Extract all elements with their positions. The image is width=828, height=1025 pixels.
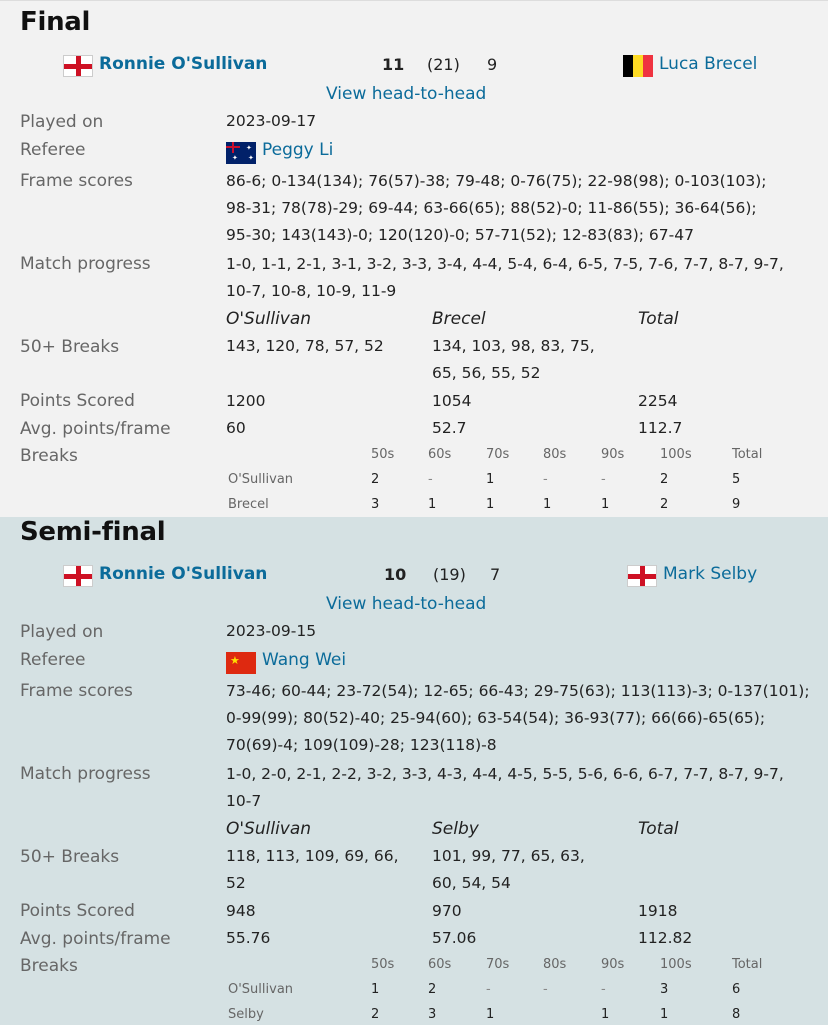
breaks50-player2: 101, 99, 77, 65, 63, xyxy=(432,847,585,865)
player1-link[interactable]: Ronnie O'Sullivan xyxy=(99,564,268,584)
avg-player2: 57.06 xyxy=(432,929,477,947)
breaks50-label: 50+ Breaks xyxy=(20,847,120,867)
breaks-cell: 8 xyxy=(732,1007,741,1022)
breaks-row-name: Selby xyxy=(228,1007,264,1022)
breaks-col-header: 100s xyxy=(660,447,692,462)
frame-scores-label: Frame scores xyxy=(20,681,133,701)
frame-scores-line: 95-30; 143(143)-0; 120(120)-0; 57-71(52); 12-83(83); 67-47 xyxy=(226,226,694,244)
breaks-col-header: Total xyxy=(732,447,763,462)
belgium-flag-icon xyxy=(623,55,653,77)
england-flag-icon xyxy=(63,565,93,587)
played-on-label: Played on xyxy=(20,622,104,642)
frame-scores-line: 86-6; 0-134(134); 76(57)-38; 79-48; 0-76(75); 22-98(98); 0-103(103); xyxy=(226,172,767,190)
referee-link[interactable]: Peggy Li xyxy=(262,140,334,160)
player2-score: 7 xyxy=(490,565,501,584)
breaks-col-header: 70s xyxy=(486,447,510,462)
referee-label: Referee xyxy=(20,650,86,670)
breaks-cell: 2 xyxy=(371,472,380,487)
breaks-cell: 3 xyxy=(660,982,669,997)
breaks-cell: 1 xyxy=(601,1007,610,1022)
breaks-col-header: 80s xyxy=(543,447,567,462)
breaks-cell: 1 xyxy=(486,1007,495,1022)
head-to-head-link[interactable]: View head-to-head xyxy=(326,84,487,104)
breaks-cell: 1 xyxy=(428,497,437,512)
points-player2: 1054 xyxy=(432,392,472,410)
breaks-cell: 6 xyxy=(732,982,741,997)
best-of: (21) xyxy=(427,55,460,74)
breaks-col-header: Total xyxy=(732,957,763,972)
semi-final-match-card xyxy=(0,517,828,1025)
breaks-cell: 3 xyxy=(371,497,380,512)
breaks-cell: - xyxy=(543,472,548,487)
breaks-col-header: 50s xyxy=(371,957,395,972)
points-total: 2254 xyxy=(638,392,678,410)
points-player1: 1200 xyxy=(226,392,266,410)
breaks-cell: 2 xyxy=(660,472,669,487)
avg-player1: 60 xyxy=(226,419,246,437)
match-progress-line: 1-0, 1-1, 2-1, 3-1, 3-2, 3-3, 3-4, 4-4, 5-4, 6-4, 6-5, 7-5, 7-6, 7-7, 8-7, 9-7, xyxy=(226,255,784,273)
breaks-cell: - xyxy=(601,982,606,997)
breaks-cell: 5 xyxy=(732,472,741,487)
player2-link[interactable]: Luca Brecel xyxy=(659,54,758,74)
frame-scores-line: 98-31; 78(78)-29; 69-44; 63-66(65); 88(52)-0; 11-86(55); 36-64(56); xyxy=(226,199,757,217)
points-player1: 948 xyxy=(226,902,256,920)
breaks-row-name: Brecel xyxy=(228,497,269,512)
breaks-col-header: 100s xyxy=(660,957,692,972)
played-on-value: 2023-09-17 xyxy=(226,112,317,130)
breaks-cell: 1 xyxy=(660,1007,669,1022)
breaks50-player1: 118, 113, 109, 69, 66, xyxy=(226,847,399,865)
breaks-label: Breaks xyxy=(20,956,78,976)
match-progress-label: Match progress xyxy=(20,254,151,274)
col-player2-header: Brecel xyxy=(432,309,486,329)
breaks-row-name: O'Sullivan xyxy=(228,472,294,487)
col-total-header: Total xyxy=(638,309,679,329)
england-flag-icon xyxy=(627,565,657,587)
frame-scores-line: 70(69)-4; 109(109)-28; 123(118)-8 xyxy=(226,736,497,754)
referee-link[interactable]: Wang Wei xyxy=(262,650,347,670)
referee-label: Referee xyxy=(20,140,86,160)
match-progress-line: 1-0, 2-0, 2-1, 2-2, 3-2, 3-3, 4-3, 4-4, 4-5, 5-5, 5-6, 6-6, 6-7, 7-7, 8-7, 9-7, xyxy=(226,765,784,783)
breaks-cell: - xyxy=(486,982,491,997)
avg-player2: 52.7 xyxy=(432,419,467,437)
player2-score: 9 xyxy=(487,55,498,74)
col-player1-header: O'Sullivan xyxy=(226,309,312,329)
frame-scores-line: 0-99(99); 80(52)-40; 25-94(60); 63-54(54); 36-93(77); 66(66)-65(65); xyxy=(226,709,766,727)
breaks-col-header: 60s xyxy=(428,447,452,462)
points-player2: 970 xyxy=(432,902,462,920)
match-round-title: Final xyxy=(20,7,91,37)
frame-scores-label: Frame scores xyxy=(20,171,133,191)
match-progress-label: Match progress xyxy=(20,764,151,784)
breaks-cell: - xyxy=(428,472,433,487)
breaks-cell: - xyxy=(601,472,606,487)
points-scored-label: Points Scored xyxy=(20,391,135,411)
avg-total: 112.82 xyxy=(638,929,693,947)
breaks-col-header: 90s xyxy=(601,957,625,972)
breaks-cell: 1 xyxy=(486,497,495,512)
breaks-cell: 2 xyxy=(660,497,669,512)
match-progress-line: 10-7 xyxy=(226,792,262,810)
avg-player1: 55.76 xyxy=(226,929,271,947)
played-on-value: 2023-09-15 xyxy=(226,622,317,640)
breaks-cell: 1 xyxy=(601,497,610,512)
breaks-cell: 9 xyxy=(732,497,741,512)
breaks-col-header: 60s xyxy=(428,957,452,972)
player2-link[interactable]: Mark Selby xyxy=(663,564,758,584)
breaks50-player2: 60, 54, 54 xyxy=(432,874,511,892)
points-scored-label: Points Scored xyxy=(20,901,135,921)
breaks-cell: 1 xyxy=(486,472,495,487)
breaks-cell: 3 xyxy=(428,1007,437,1022)
breaks-col-header: 90s xyxy=(601,447,625,462)
points-total: 1918 xyxy=(638,902,678,920)
best-of: (19) xyxy=(433,565,466,584)
col-total-header: Total xyxy=(638,819,679,839)
china-flag-icon: ★ xyxy=(226,652,256,674)
breaks50-player2: 134, 103, 98, 83, 75, xyxy=(432,337,595,355)
col-player2-header: Selby xyxy=(432,819,479,839)
breaks-cell: 2 xyxy=(428,982,437,997)
breaks-cell: 1 xyxy=(371,982,380,997)
england-flag-icon xyxy=(63,55,93,77)
played-on-label: Played on xyxy=(20,112,104,132)
breaks-cell: 1 xyxy=(543,497,552,512)
australia-flag-icon: ✦ ✦ ✦ xyxy=(226,142,256,164)
breaks50-player1: 52 xyxy=(226,874,246,892)
avg-points-label: Avg. points/frame xyxy=(20,419,171,439)
breaks-cell: 2 xyxy=(371,1007,380,1022)
breaks50-label: 50+ Breaks xyxy=(20,337,120,357)
match-progress-line: 10-7, 10-8, 10-9, 11-9 xyxy=(226,282,397,300)
breaks-row-name: O'Sullivan xyxy=(228,982,294,997)
head-to-head-link[interactable]: View head-to-head xyxy=(326,594,487,614)
breaks50-player1: 143, 120, 78, 57, 52 xyxy=(226,337,384,355)
player1-score: 11 xyxy=(382,55,405,74)
breaks-col-header: 80s xyxy=(543,957,567,972)
breaks-label: Breaks xyxy=(20,446,78,466)
breaks-cell: - xyxy=(543,982,548,997)
breaks50-player2: 65, 56, 55, 52 xyxy=(432,364,541,382)
match-round-title: Semi-final xyxy=(20,517,166,547)
avg-points-label: Avg. points/frame xyxy=(20,929,171,949)
avg-total: 112.7 xyxy=(638,419,683,437)
col-player1-header: O'Sullivan xyxy=(226,819,312,839)
breaks-col-header: 50s xyxy=(371,447,395,462)
player1-link[interactable]: Ronnie O'Sullivan xyxy=(99,54,268,74)
player1-score: 10 xyxy=(384,565,407,584)
breaks-col-header: 70s xyxy=(486,957,510,972)
frame-scores-line: 73-46; 60-44; 23-72(54); 12-65; 66-43; 29-75(63); 113(113)-3; 0-137(101); xyxy=(226,682,810,700)
